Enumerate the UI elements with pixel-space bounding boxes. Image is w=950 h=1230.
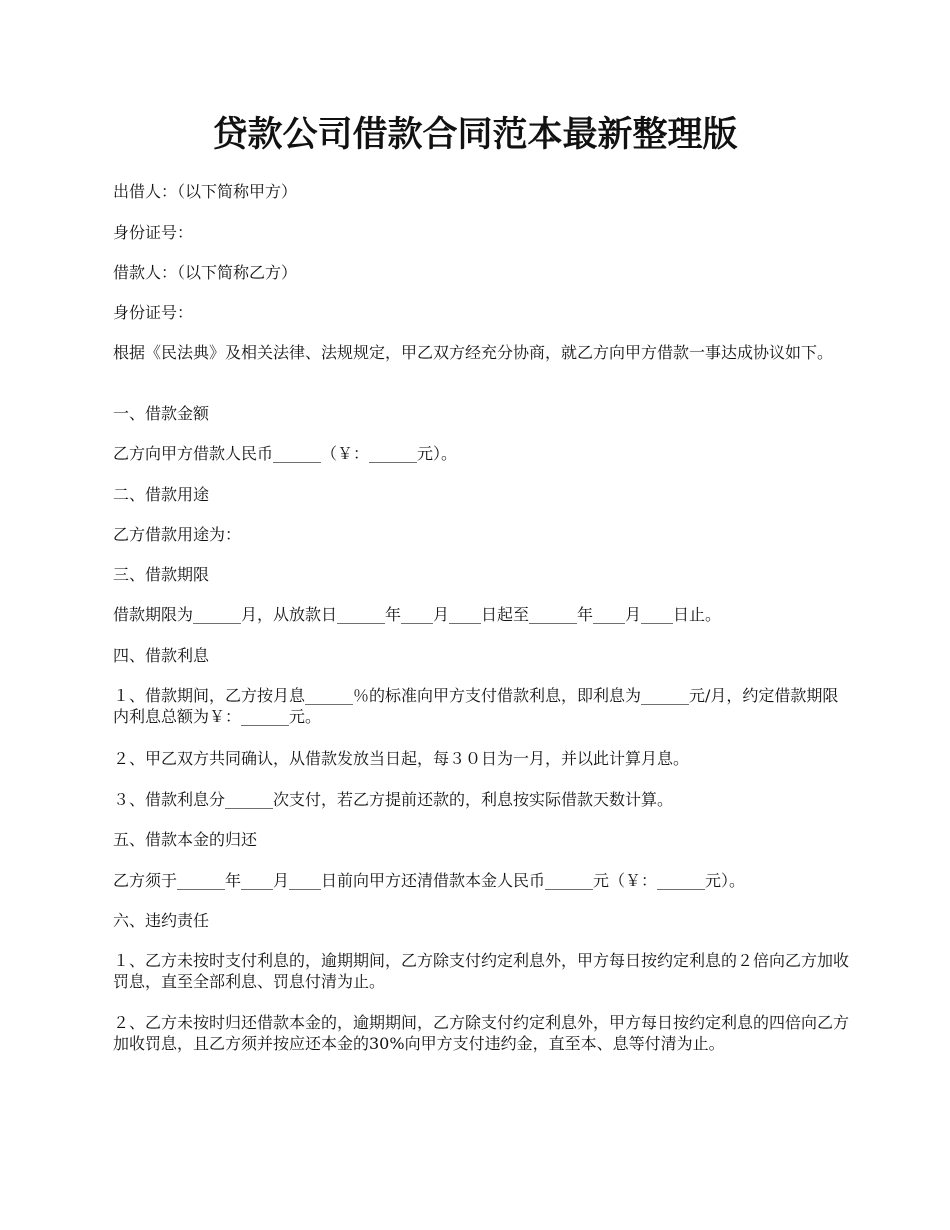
document-title: 贷款公司借款合同范本最新整理版 xyxy=(212,115,738,155)
section-heading-purpose: 二、借款用途 xyxy=(113,485,210,504)
section-heading-amount: 一、借款金额 xyxy=(113,404,210,423)
interest-clause-1: １、借款期间，乙方按月息______％的标准向甲方支付借款利息，即利息为______元/月，约定借款期限内利息总额为￥：______元。 xyxy=(113,686,839,726)
section-heading-term: 三、借款期限 xyxy=(113,565,210,584)
section-heading-interest: 四、借款利息 xyxy=(113,646,210,665)
section-heading-repayment: 五、借款本金的归还 xyxy=(113,830,258,849)
breach-clause-1: １、乙方未按时支付利息的，逾期期间，乙方除支付约定利息外，甲方每日按约定利息的２倍向乙方加收罚息，直至全部利息、罚息付清为止。 xyxy=(113,951,850,991)
breach-clause-2: ２、乙方未按时归还借款本金的，逾期期间，乙方除支付约定利息外，甲方每日按约定利息的四倍向乙方加收罚息，且乙方须并按应还本金的30%向甲方支付违约金，直至本、息等付清为止。 xyxy=(113,1013,850,1053)
amount-clause: 乙方向甲方借款人民币______（￥：______元）。 xyxy=(113,444,458,463)
purpose-clause: 乙方借款用途为： xyxy=(113,525,242,544)
repayment-clause: 乙方须于______年____月____日前向甲方还清借款本金人民币______元（￥：______元）。 xyxy=(113,871,746,890)
lender-id-line: 身份证号： xyxy=(113,223,194,242)
interest-clause-2: ２、甲乙双方共同确认，从借款发放当日起，每３０日为一月，并以此计算月息。 xyxy=(113,749,690,768)
borrower-id-line: 身份证号： xyxy=(113,303,194,322)
section-heading-breach: 六、违约责任 xyxy=(113,911,210,930)
interest-clause-3: ３、借款利息分______次支付，若乙方提前还款的，利息按实际借款天数计算。 xyxy=(113,790,674,809)
preamble-paragraph: 根据《民法典》及相关法律、法规规定，甲乙双方经充分协商，就乙方向甲方借款一事达成协议如下。 xyxy=(113,343,834,362)
lender-line: 出借人：（以下简称甲方） xyxy=(113,182,298,201)
term-clause: 借款期限为______月，从放款日______年____月____日起至______年____月____日止。 xyxy=(113,605,722,624)
borrower-line: 借款人：（以下简称乙方） xyxy=(113,263,298,282)
